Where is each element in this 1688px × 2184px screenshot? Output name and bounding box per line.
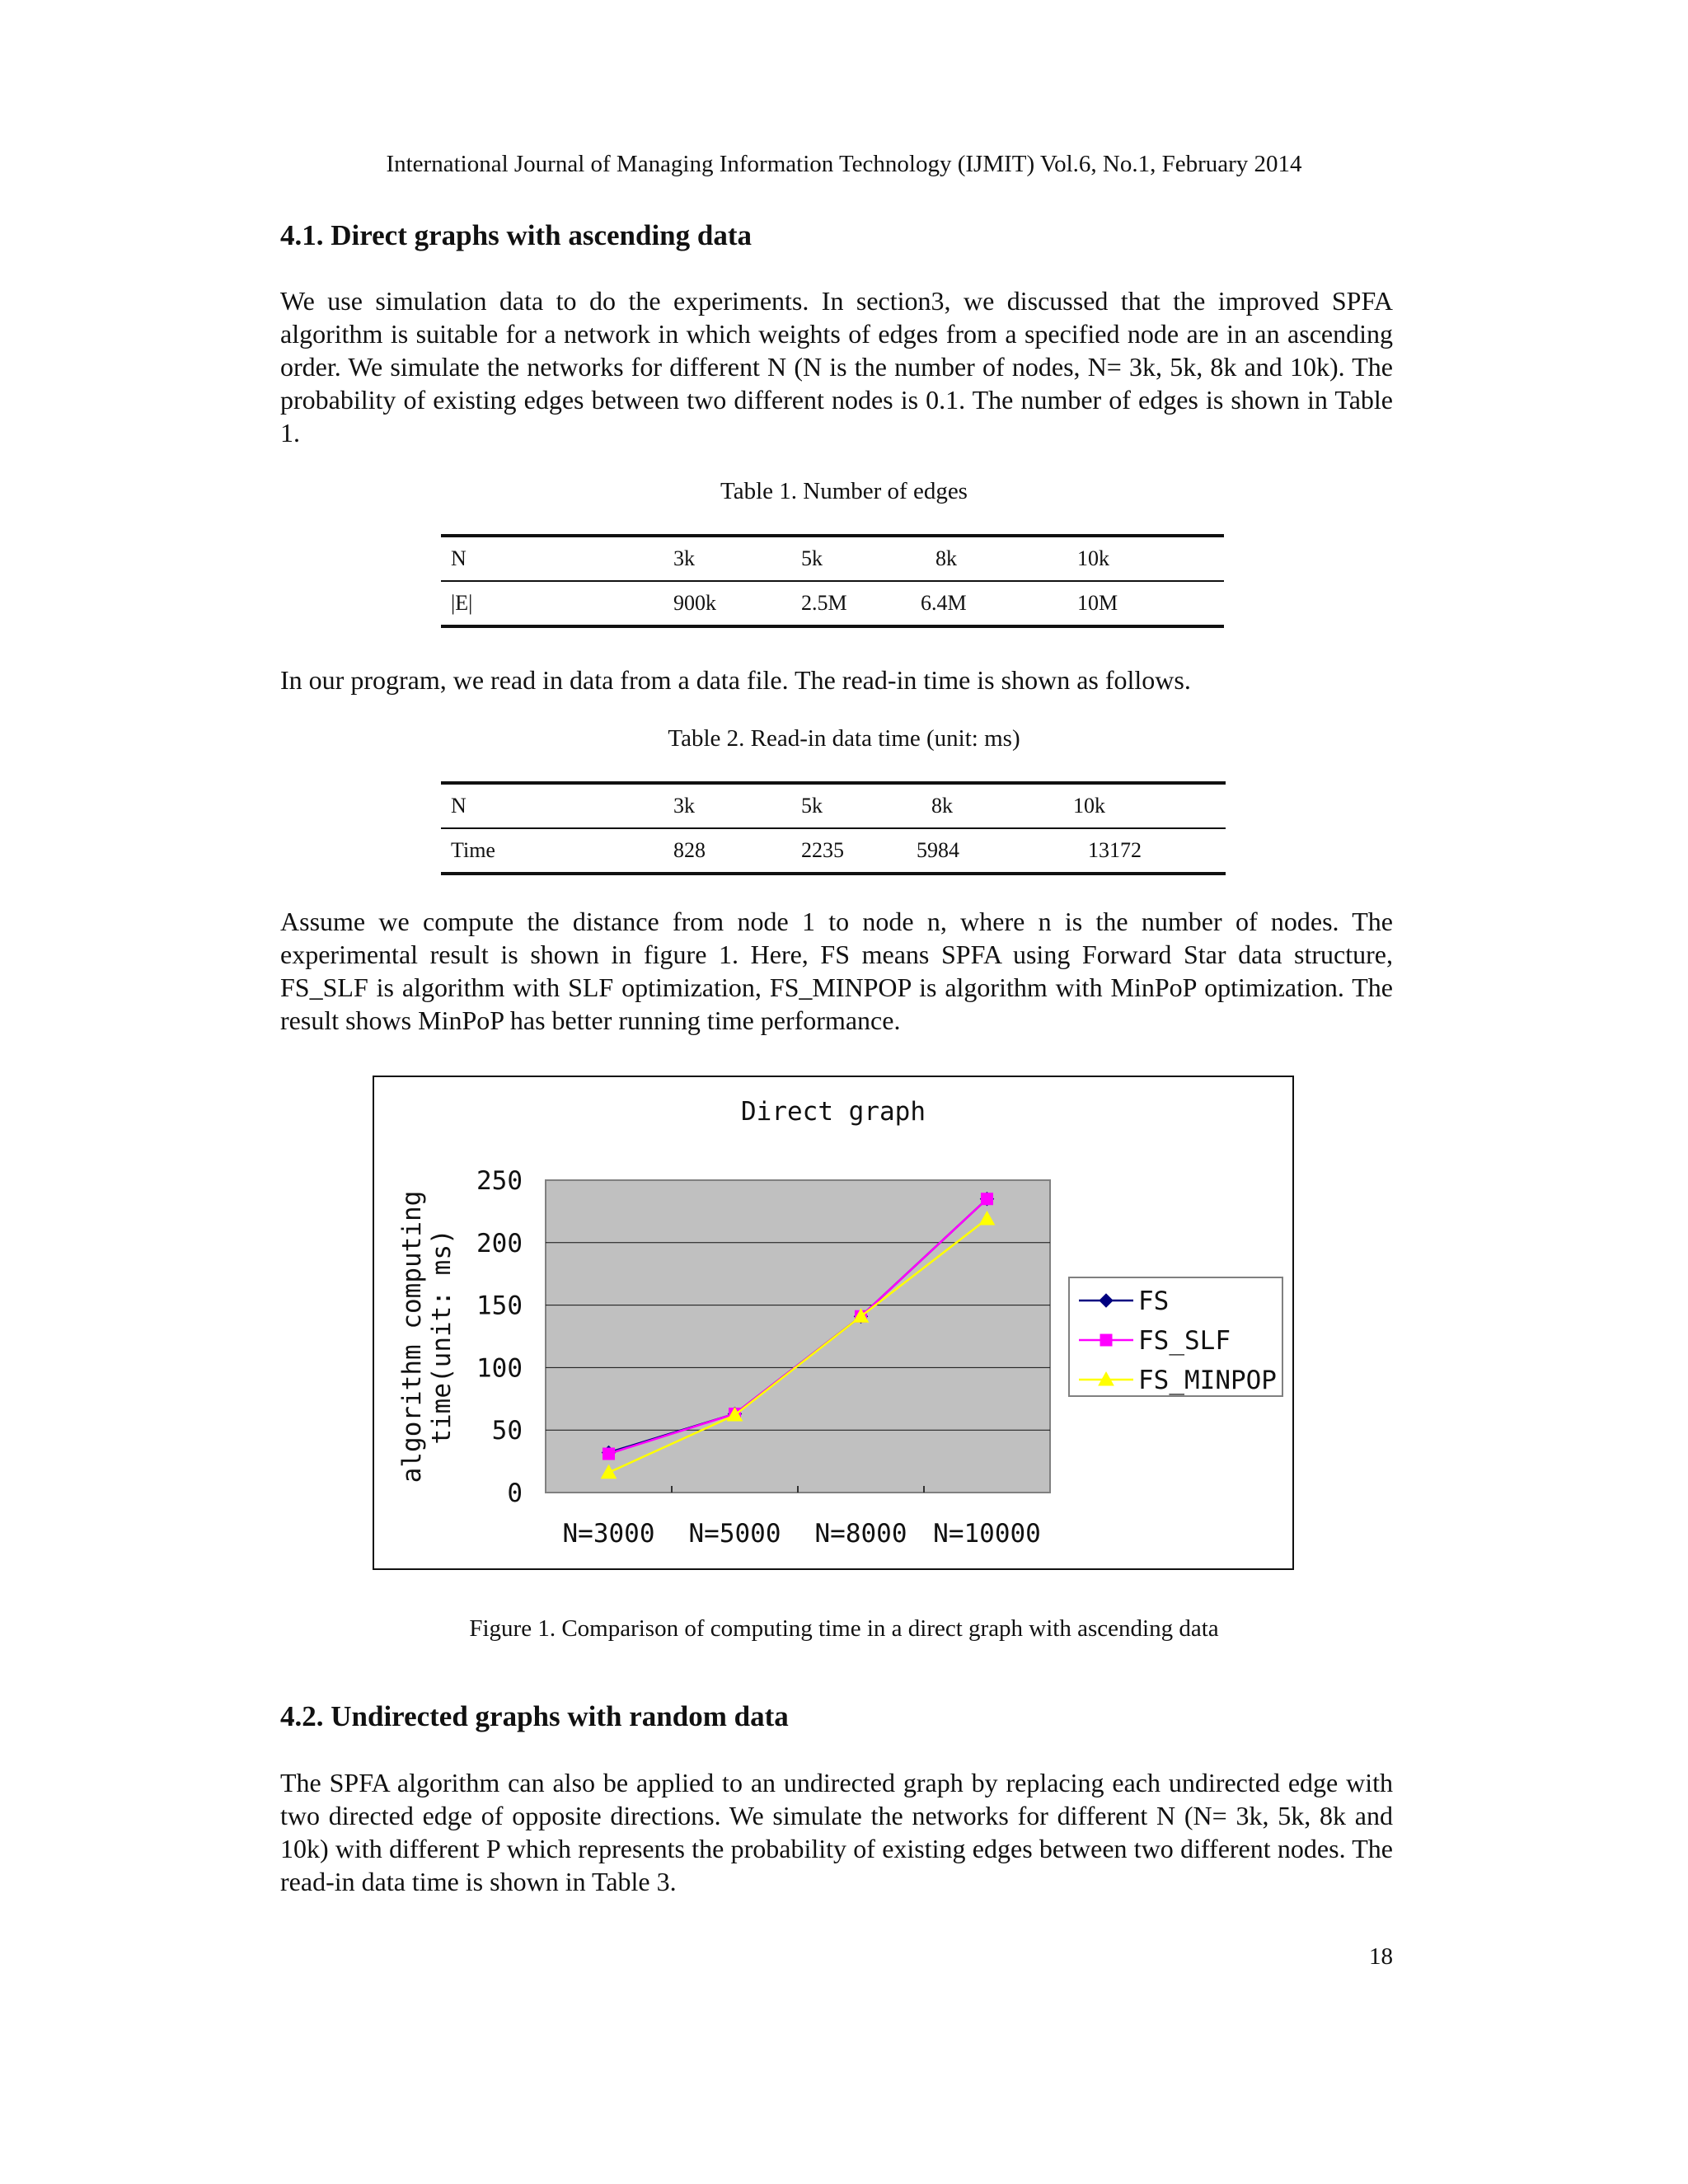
section-4-2-title: 4.2. Undirected graphs with random data — [280, 1700, 789, 1732]
y-tick-label: 50 — [491, 1416, 523, 1446]
table-2-header-cell: 8k — [907, 783, 1063, 828]
table-1-cell: 6.4M — [911, 581, 1067, 626]
figure-1-chart — [373, 1076, 1294, 1570]
x-tick-label: N=10000 — [933, 1519, 1041, 1549]
table-2-cell: 13172 — [1063, 828, 1226, 874]
table-1-cell: 900k — [663, 581, 791, 626]
table-1-header-cell: 5k — [791, 536, 911, 581]
table-2-cell: 2235 — [791, 828, 907, 874]
section-4-1-paragraph-3: Assume we compute the distance from node 1 to node n, where n is the number of nodes. The experimental result is shown in figure 1. Here, FS means SPFA using Forward Star data structure, FS_SLF is algorithm with SLF optimization, FS_MINPOP is algorithm with MinPoP optimization. The result shows MinPoP has better running time performance. — [280, 907, 1393, 1035]
section-4-1-paragraph-2: In our program, we read in data from a data file. The read-in time is shown as follows. — [280, 665, 1191, 695]
y-tick-label: 250 — [476, 1166, 523, 1196]
table-2-data-row — [441, 828, 1226, 874]
table-1-header-cell: 8k — [911, 536, 1067, 581]
table-2-cell: Time — [441, 828, 663, 874]
table-1-header-cell: 10k — [1067, 536, 1224, 581]
section-4-2-paragraph-1: The SPFA algorithm can also be applied to an undirected graph by replacing each undirected edge with two directed edge of opposite directions. We simulate the networks for different N (N= 3k, 5k, 8k and 10k) with different P which represents the probability of existing edges between two different nodes. The read-in data time is shown in Table 3. — [280, 1768, 1393, 1896]
data-point-fs_slf — [603, 1448, 615, 1460]
table-2-header-cell: 10k — [1063, 783, 1226, 828]
table-1-header-row — [441, 536, 1224, 581]
table-2-header-cell: 3k — [663, 783, 791, 828]
chart-title: Direct graph — [741, 1097, 926, 1127]
x-tick-label: N=8000 — [814, 1519, 907, 1549]
legend-label: FS_SLF — [1138, 1326, 1231, 1356]
table-1 — [441, 534, 1224, 628]
section-4-1-paragraph-1: We use simulation data to do the experiments. In section3, we discussed that the improved SPFA algorithm is suitable for a network in which weights of edges from a specified node are in an ascending order. We simulate the networks for different N (N is the number of nodes, N= 3k, 5k, 8k and 10k). The probability of existing edges between two different nodes is 0.1. The number of edges is shown in Table 1. — [280, 286, 1393, 448]
figure-1-caption: Figure 1. Comparison of computing time in a direct graph with ascending data — [469, 1615, 1219, 1642]
table-1-header-cell: 3k — [663, 536, 791, 581]
data-point-fs_slf — [982, 1193, 993, 1205]
table-2-caption: Table 2. Read-in data time (unit: ms) — [668, 725, 1020, 752]
table-1-cell: |E| — [441, 581, 663, 626]
x-tick-label: N=5000 — [688, 1519, 781, 1549]
y-tick-label: 0 — [507, 1479, 523, 1508]
table-2-header-cell: N — [441, 783, 663, 828]
table-2 — [441, 781, 1226, 875]
legend-label: FS_MINPOP — [1138, 1366, 1277, 1395]
table-1-caption: Table 1. Number of edges — [720, 478, 968, 504]
table-2-cell: 828 — [663, 828, 791, 874]
y-tick-label: 200 — [476, 1228, 523, 1258]
y-tick-label: 100 — [476, 1353, 523, 1384]
y-tick-label: 150 — [476, 1291, 523, 1321]
table-2-header-row — [441, 783, 1226, 828]
section-4-1-title: 4.1. Direct graphs with ascending data — [280, 219, 753, 251]
y-axis-label-line: time(unit: ms) — [427, 1229, 457, 1445]
y-axis-label — [397, 1191, 457, 1483]
table-1-header-cell: N — [441, 536, 663, 581]
plot-area — [546, 1180, 1050, 1493]
chart-svg — [374, 1077, 1292, 1568]
legend-marker-fs_slf — [1100, 1334, 1112, 1346]
legend-label: FS — [1138, 1286, 1170, 1316]
table-2-header-cell: 5k — [791, 783, 907, 828]
page-number: 18 — [1369, 1943, 1393, 1970]
x-tick-label: N=3000 — [562, 1519, 655, 1549]
table-1-cell: 10M — [1067, 581, 1224, 626]
journal-header: International Journal of Managing Information Technology (IJMIT) Vol.6, No.1, February 2014 — [386, 151, 1302, 177]
table-1-data-row — [441, 581, 1224, 626]
y-axis-label-line: algorithm computing — [397, 1190, 427, 1483]
table-1-cell: 2.5M — [791, 581, 911, 626]
table-2-cell: 5984 — [907, 828, 1063, 874]
